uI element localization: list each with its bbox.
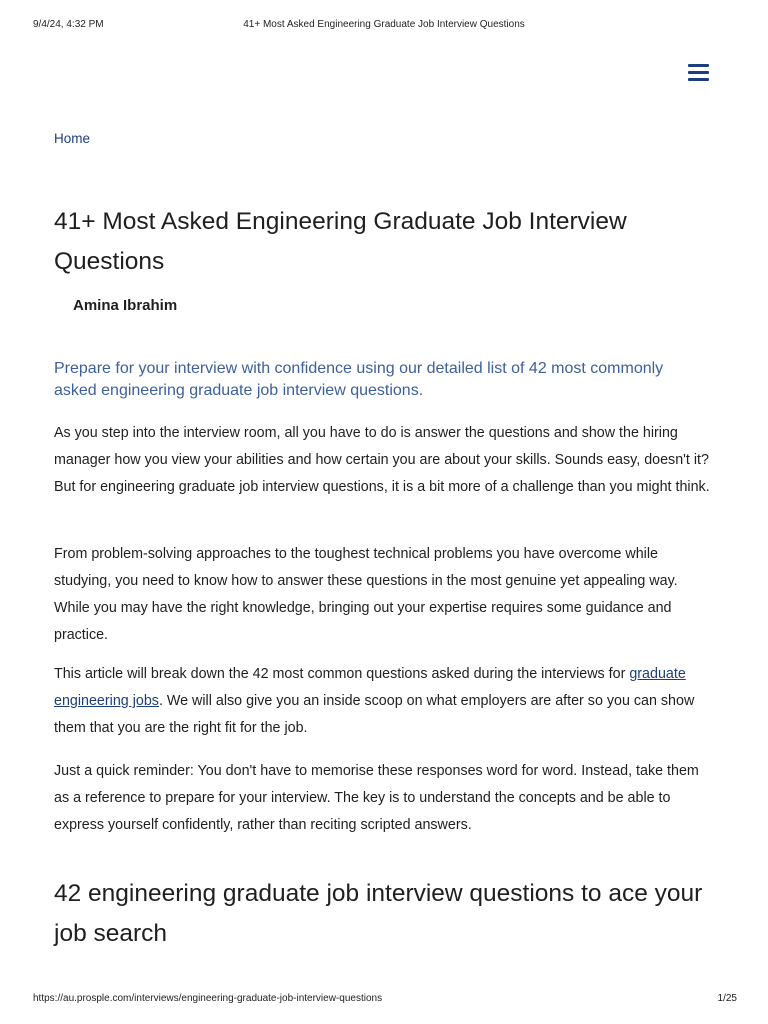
print-header — [0, 0, 768, 30]
section-heading: 42 engineering graduate job interview questions to ace your job search — [54, 880, 703, 947]
article-paragraph-4: Just a quick reminder: You don't have to memorise these responses word for word. Instead, take them as a reference to prepare for your interview. The key is to understand the concepts and be able to express yourself confidently, rather than reciting scripted answers. — [54, 763, 699, 833]
article-lead: Prepare for your interview with confidence using our detailed list of 42 most commonly asked engineering graduate job interview questions. — [54, 360, 664, 399]
print-page-number: 1/25 — [717, 993, 737, 1004]
paragraph-3-text-before: This article will break down the 42 most common questions asked during the interviews for — [54, 666, 630, 682]
hamburger-menu-icon[interactable] — [688, 64, 710, 82]
page-title: 41+ Most Asked Engineering Graduate Job Interview Questions — [54, 208, 627, 275]
article-paragraph-1: As you step into the interview room, all you have to do is answer the questions and show the hiring manager how you view your abilities and how certain you are about your skills. Sounds easy, doesn't it? But for engineering graduate job interview questions, it is a bit more of a challenge than you might think. — [54, 425, 710, 495]
breadcrumb-home-link[interactable]: Home — [54, 131, 91, 146]
print-url: https://au.prosple.com/interviews/engineering-graduate-job-interview-questions — [33, 993, 383, 1004]
article-paragraph-3 — [54, 661, 716, 742]
graduate-engineering-jobs-link[interactable]: graduate engineering jobs — [54, 666, 686, 709]
print-footer — [0, 991, 768, 1011]
author-name: Amina Ibrahim — [73, 297, 178, 314]
paragraph-3-text-after: . We will also give you an inside scoop on what employers are after so you can show them that you are the right fit for the job. — [54, 693, 695, 736]
print-datetime: 9/4/24, 4:32 PM — [33, 19, 104, 30]
article-paragraph-2: From problem-solving approaches to the toughest technical problems you have overcome while studying, you need to know how to answer these questions in the most genuine yet appealing way. While you may have the right knowledge, bringing out your expertise requires some guidance and practice. — [54, 546, 678, 643]
print-document-title: 41+ Most Asked Engineering Graduate Job Interview Questions — [243, 19, 525, 30]
